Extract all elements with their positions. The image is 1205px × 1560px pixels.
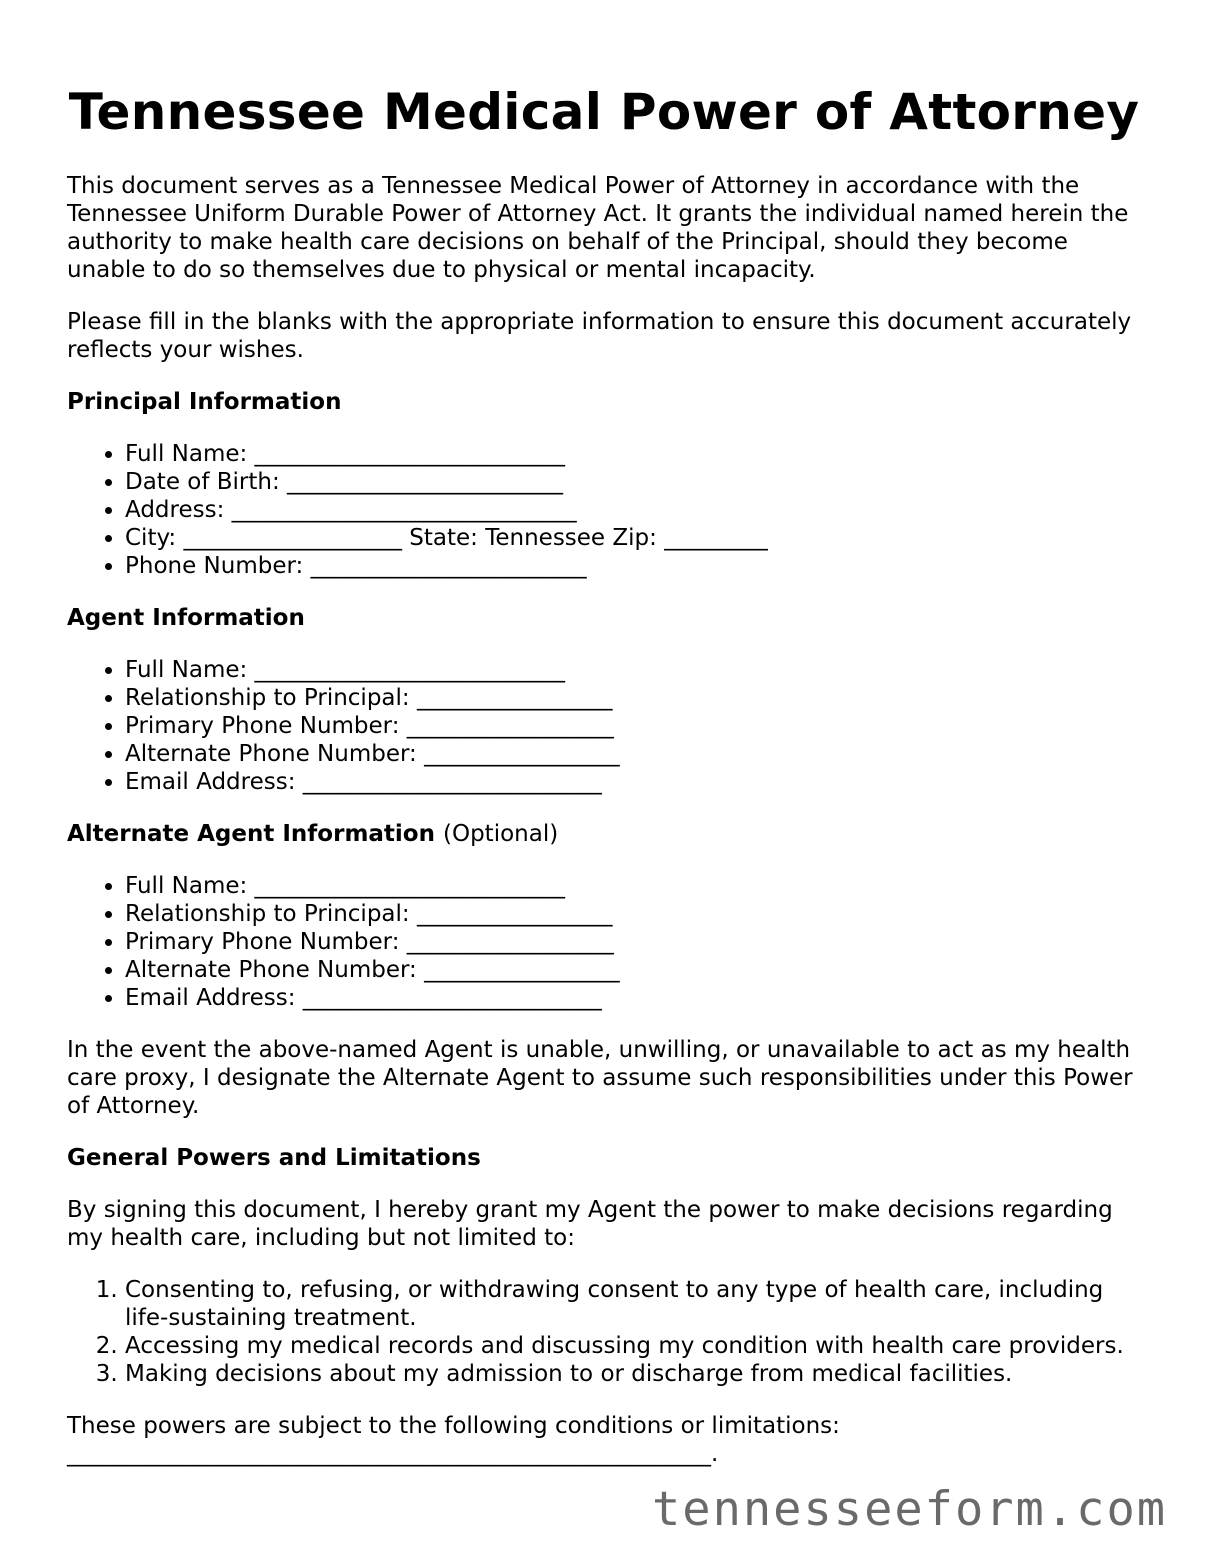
alternate-agent-relationship-field[interactable]: • Relationship to Principal: _________________: [125, 900, 1147, 928]
power-item: 3. Making decisions about my admission to or discharge from medical facilities.: [125, 1360, 1147, 1388]
instructions-paragraph: Please fill in the blanks with the appropriate information to ensure this document accurately reflects your wishes.: [67, 309, 1132, 363]
alternate-agent-info-list: [67, 872, 1147, 1012]
alternate-agent-email-field[interactable]: • Email Address: __________________________: [125, 984, 1147, 1012]
agent-info-list: [67, 656, 1147, 796]
agent-relationship-field[interactable]: • Relationship to Principal: _________________: [125, 684, 1147, 712]
principal-phone-field[interactable]: • Phone Number: ________________________: [125, 552, 1147, 580]
watermark-text: tennesseeform.com: [652, 1482, 1168, 1537]
optional-note: (Optional): [443, 821, 559, 847]
principal-full-name-field[interactable]: • Full Name: ___________________________: [125, 440, 1147, 468]
alternate-agent-primary-phone-field[interactable]: • Primary Phone Number: __________________: [125, 928, 1147, 956]
limitations-field[interactable]: These powers are subject to the following conditions or limitations: ________________________________________________________.: [67, 1413, 840, 1467]
agent-full-name-field[interactable]: • Full Name: ___________________________: [125, 656, 1147, 684]
designation-paragraph: In the event the above-named Agent is unable, unwilling, or unavailable to act as my health care proxy, I designate the Alternate Agent to assume such responsibilities under this Power of Attorney.: [67, 1037, 1133, 1119]
principal-city-state-zip-field[interactable]: • City: ___________________ State: Tennessee Zip: _________: [125, 524, 1147, 552]
powers-list: [67, 1276, 1147, 1388]
powers-heading: General Powers and Limitations: [67, 1145, 481, 1171]
power-item: 1. Consenting to, refusing, or withdrawing consent to any type of health care, including life-sustaining treatment.: [125, 1276, 1147, 1332]
intro-paragraph: This document serves as a Tennessee Medical Power of Attorney in accordance with the Tennessee Uniform Durable Power of Attorney Act. It grants the individual named herein the authority to make health care decisions on behalf of the Principal, should they become unable to do so themselves due to physical or mental incapacity.: [67, 173, 1129, 283]
document-page: [67, 78, 1147, 1468]
principal-address-field[interactable]: • Address: ______________________________: [125, 496, 1147, 524]
agent-email-field[interactable]: • Email Address: __________________________: [125, 768, 1147, 796]
alternate-agent-alternate-phone-field[interactable]: • Alternate Phone Number: _________________: [125, 956, 1147, 984]
alternate-agent-full-name-field[interactable]: • Full Name: ___________________________: [125, 872, 1147, 900]
alternate-agent-heading: [67, 820, 1147, 848]
power-item: 2. Accessing my medical records and discussing my condition with health care providers.: [125, 1332, 1147, 1360]
document-title: Tennessee Medical Power of Attorney: [68, 83, 1140, 141]
principal-date-of-birth-field[interactable]: • Date of Birth: ________________________: [125, 468, 1147, 496]
agent-primary-phone-field[interactable]: • Primary Phone Number: __________________: [125, 712, 1147, 740]
principal-heading: Principal Information: [67, 389, 342, 415]
alternate-agent-heading-text: Alternate Agent Information: [67, 821, 435, 847]
powers-intro-paragraph: By signing this document, I hereby grant my Agent the power to make decisions regarding my health care, including but not limited to:: [67, 1197, 1113, 1251]
agent-heading: Agent Information: [67, 605, 305, 631]
principal-info-list: [67, 440, 1147, 580]
agent-alternate-phone-field[interactable]: • Alternate Phone Number: _________________: [125, 740, 1147, 768]
